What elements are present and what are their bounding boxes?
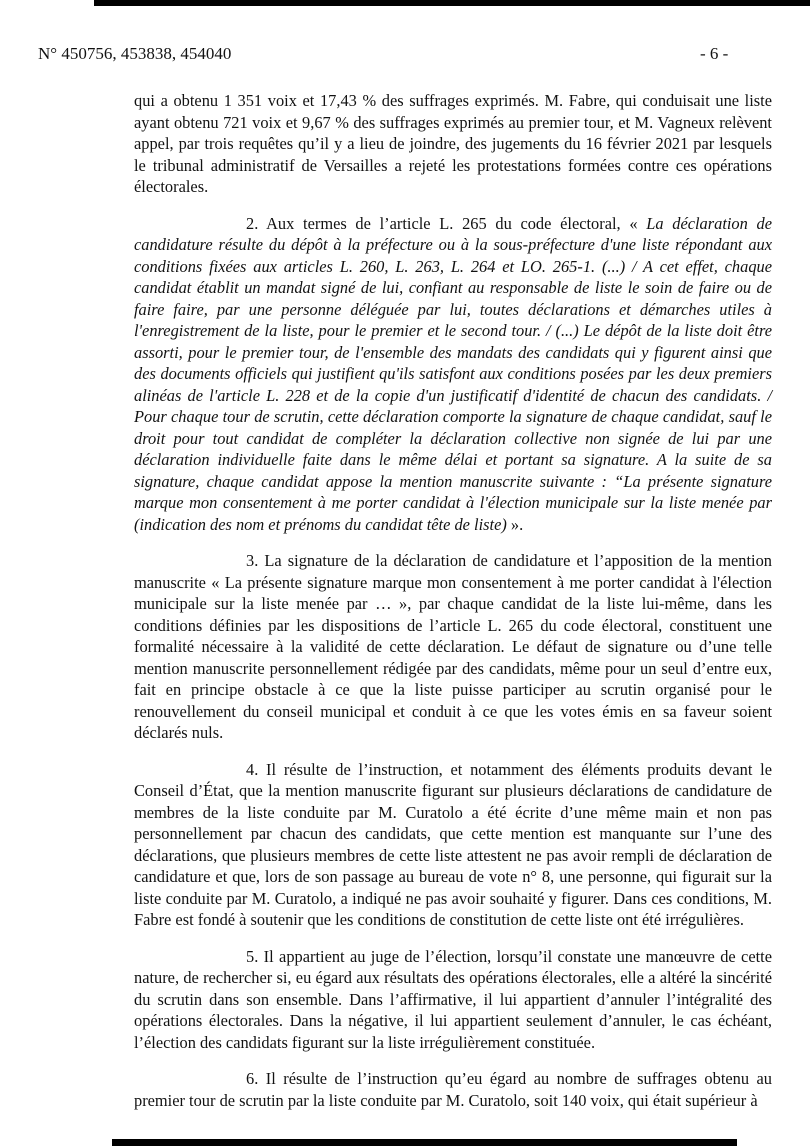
paragraph bbox=[134, 759, 772, 931]
page-number: - 6 - bbox=[700, 44, 729, 63]
paragraph-text: 2. Aux termes de l’article L. 265 du code électoral, « bbox=[246, 213, 647, 233]
paragraph bbox=[134, 213, 772, 536]
paragraph-text: 5. Il appartient au juge de l’élection, lorsqu’il constate une manœuvre de cette nature, de rechercher si, eu égard aux résultats des opérations électorales, elle a altéré la sincérité du scrutin dans son ensemble. Dans l’affirmative, il lui appartient d’annuler l’intégralité des opérations électorales. Dans la négative, il lui appartient seulement d’annuler, le cas échéant, l’élection des candidats figurant sur la liste irrégulièrement constituée. bbox=[134, 946, 772, 1052]
paragraph-text: qui a obtenu 1 351 voix et 17,43 % des suffrages exprimés. M. Fabre, qui conduisait une liste ayant obtenu 721 voix et 9,67 % des suffrages exprimés au premier tour, et M. Vagneux relèvent appel, par trois requêtes qu’il y a lieu de joindre, des jugements du 16 février 2021 par lesquels le tribunal administratif de Versailles a rejeté les protestations formées contre ces opérations électorales. bbox=[134, 91, 772, 196]
document-body bbox=[134, 90, 772, 1126]
paragraph-text: ». bbox=[506, 514, 524, 534]
paragraph-text: 6. Il résulte de l’instruction qu’eu égard au nombre de suffrages obtenu au premier tour de scrutin par la liste conduite par M. Curatolo, soit 140 voix, qui était supérieur à bbox=[134, 1069, 772, 1110]
paragraph bbox=[134, 90, 772, 198]
paragraph bbox=[134, 1068, 772, 1111]
paragraph-text: 3. La signature de la déclaration de candidature et l’apposition de la mention manuscrite « La présente signature marque mon consentement à me porter candidat à l'élection municipale sur la liste menée par … », par chaque candidat de la liste lui-même, dans les conditions définies par les dispositions de l’article L. 265 du code électoral, constituent une formalité nécessaire à la validité de cette déclaration. Le défaut de signature ou d’une telle mention manuscrite personnellement rédigée par des candidats, même pour un seul d’entre eux, fait en principe obstacle à ce que la liste puisse participer au scrutin organisé pour le renouvellement du conseil municipal et conduit à ce que les votes émis en sa faveur soient déclarés nuls. bbox=[134, 551, 772, 742]
paragraph bbox=[134, 550, 772, 744]
quoted-statute-text: La déclaration de candidature résulte du dépôt à la préfecture ou à la sous-préfecture d'une liste répondant aux conditions fixées aux articles L. 260, L. 263, L. 264 et LO. 265-1. (...) / A cet effet, chaque candidat établit un mandat signé de lui, confiant au responsable de liste le soin de faire ou de faire faire, par une personne déléguée par lui, toutes déclarations et démarches utiles à l'enregistrement de la liste, pour le premier et le second tour. / (...) Le dépôt de la liste doit être assorti, pour le premier tour, de l'ensemble des mandats des candidats qui y figurent ainsi que des documents officiels qui justifient qu'ils satisfont aux conditions posées par les deux premiers alinéas de l'article L. 228 et de la copie d'un justificatif d'identité de chacun des candidats. / Pour chaque tour de scrutin, cette déclaration comporte la signature de chaque candidat, sauf le droit pour tout candidat de compléter la déclaration collective non signée de lui par une déclaration individuelle faite dans le même délai et portant sa signature. A la suite de sa signature, chaque candidat appose la mention manuscrite suivante : “La présente signature marque mon consentement à me porter candidat à l'élection municipale sur la liste menée par (indication des nom et prénoms du candidat tête de liste) bbox=[134, 213, 772, 534]
scan-artifact-top bbox=[94, 0, 810, 6]
case-numbers: N° 450756, 453838, 454040 bbox=[38, 44, 232, 63]
paragraph-text: 4. Il résulte de l’instruction, et notamment des éléments produits devant le Conseil d’État, que la mention manuscrite figurant sur plusieurs déclarations de candidature de membres de la liste conduite par M. Curatolo a été écrite d’une même main et non pas personnellement par chacun des candidats, que cette mention est manquante sur l’une des déclarations, que plusieurs membres de cette liste attestent ne pas avoir rempli de déclaration de candidature et que, lors de son passage au bureau de vote n° 8, une personne, qui figurait sur la liste conduite par M. Curatolo, a indiqué ne pas avoir souhaité y figurer. Dans ces conditions, M. Fabre est fondé à soutenir que les conditions de constitution de cette liste ont été irrégulières. bbox=[134, 759, 772, 929]
paragraph bbox=[134, 946, 772, 1054]
scan-artifact-bottom bbox=[112, 1139, 737, 1146]
